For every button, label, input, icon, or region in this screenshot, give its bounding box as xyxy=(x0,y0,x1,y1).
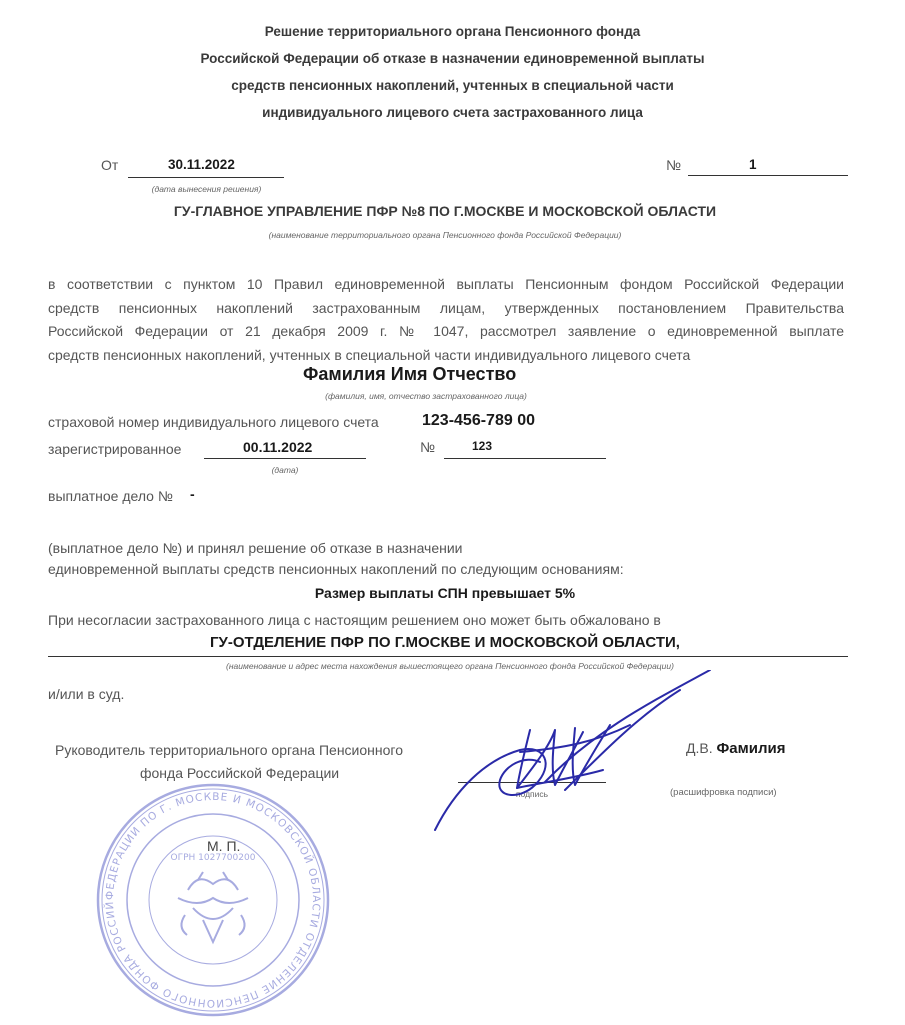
basis-paragraph xyxy=(48,273,844,367)
title-line-3: средств пенсионных накоплений, учтенных в специальной части xyxy=(231,78,674,93)
person-name-caption: (фамилия, имя, отчество застрахованного лица) xyxy=(325,391,527,401)
registered-date-line xyxy=(204,458,366,459)
registered-date: 00.11.2022 xyxy=(243,439,313,455)
registered-number-line xyxy=(444,458,606,459)
registered-number-label: № xyxy=(420,439,436,455)
head-title-line-1: Руководитель территориального органа Пенсионного xyxy=(55,742,403,758)
registered-date-caption: (дата) xyxy=(271,465,299,475)
appeal-organ: ГУ-ОТДЕЛЕНИЕ ПФР ПО Г.МОСКВЕ И МОСКОВСКОЙ ОБЛАСТИ, xyxy=(210,634,680,651)
refusal-line-1: (выплатное дело №) и принял решение об отказе в назначении xyxy=(48,540,463,556)
payment-case-value: - xyxy=(190,486,195,502)
head-title-line-2: фонда Российской Федерации xyxy=(140,765,340,781)
organ-name: ГУ-ГЛАВНОЕ УПРАВЛЕНИЕ ПФР №8 ПО Г.МОСКВЕ И МОСКОВСКОЙ ОБЛАСТИ xyxy=(173,203,717,219)
stamp-place-label: М. П. xyxy=(207,838,241,854)
basis-line-1: в соответствии с пунктом 10 Правил единовременной выплаты Пенсионным фондом Российской Федерации xyxy=(48,276,844,292)
organ-caption: (наименование территориального органа Пенсионного фонда Российской Федерации) xyxy=(268,230,622,240)
signature-caption: подпись xyxy=(515,789,549,799)
title-line-2: Российской Федерации об отказе в назначении единовременной выплаты xyxy=(200,51,705,66)
basis-line-3: Российской Федерации от 21 декабря 2009 г. № 1047, рассмотрел заявление о единовременной выплате xyxy=(48,323,844,339)
decision-number-line xyxy=(688,175,848,176)
from-label: От xyxy=(101,157,119,173)
signer-surname: Фамилия xyxy=(716,740,786,757)
signature-decode-caption: (расшифровка подписи) xyxy=(670,787,777,798)
stamp-inner-text: ОГРН 1027700200 xyxy=(170,853,256,863)
decision-date: 30.11.2022 xyxy=(168,157,235,172)
decision-number: 1 xyxy=(749,157,757,172)
registered-number: 123 xyxy=(472,439,493,453)
refusal-line-2: единовременной выплаты средств пенсионных накоплений по следующим основаниям: xyxy=(48,561,624,577)
payment-case-label: выплатное дело № xyxy=(48,488,173,504)
basis-line-4: средств пенсионных накоплений, учтенных в специальной части индивидуального лицевого счета xyxy=(48,346,691,363)
official-stamp xyxy=(93,780,333,1020)
snils-label: страховой номер индивидуального лицевого счета xyxy=(48,414,379,430)
snils-value: 123-456-789 00 xyxy=(422,412,535,429)
appeal-organ-line xyxy=(48,656,848,657)
handwritten-signature xyxy=(425,670,725,840)
decision-date-caption: (дата вынесения решения) xyxy=(151,184,262,194)
title-line-4: индивидуального лицевого счета застрахованного лица xyxy=(262,105,643,120)
refusal-reason: Размер выплаты СПН превышает 5% xyxy=(314,585,576,601)
stamp-ring-text: ФЕДЕРАЦИИ ПО Г. МОСКВЕ И МОСКОВСКОЙ ОБЛАСТИ ОТДЕЛЕНИЕ ПЕНСИОННОГО ФОНДА РОССИЙ xyxy=(103,790,323,1010)
title-line-1: Решение территориального органа Пенсионного фонда xyxy=(264,24,641,39)
decision-number-label: № xyxy=(666,157,682,173)
appeal-text: При несогласии застрахованного лица с настоящим решением оно может быть обжаловано в xyxy=(48,612,661,628)
person-full-name: Фамилия Имя Отчество xyxy=(303,364,517,384)
court-text: и/или в суд. xyxy=(48,686,125,702)
document-title xyxy=(0,18,905,126)
basis-line-2: средств пенсионных накоплений застрахованным лицам, утвержденных постановлением Правительства xyxy=(48,299,844,316)
decision-date-line xyxy=(128,177,284,178)
registered-label: зарегистрированное xyxy=(48,441,182,457)
appeal-organ-caption: (наименование и адрес места нахождения вышестоящего органа Пенсионного фонда Российской Федерации) xyxy=(226,661,674,671)
signer-initials: Д.В. xyxy=(686,740,713,756)
